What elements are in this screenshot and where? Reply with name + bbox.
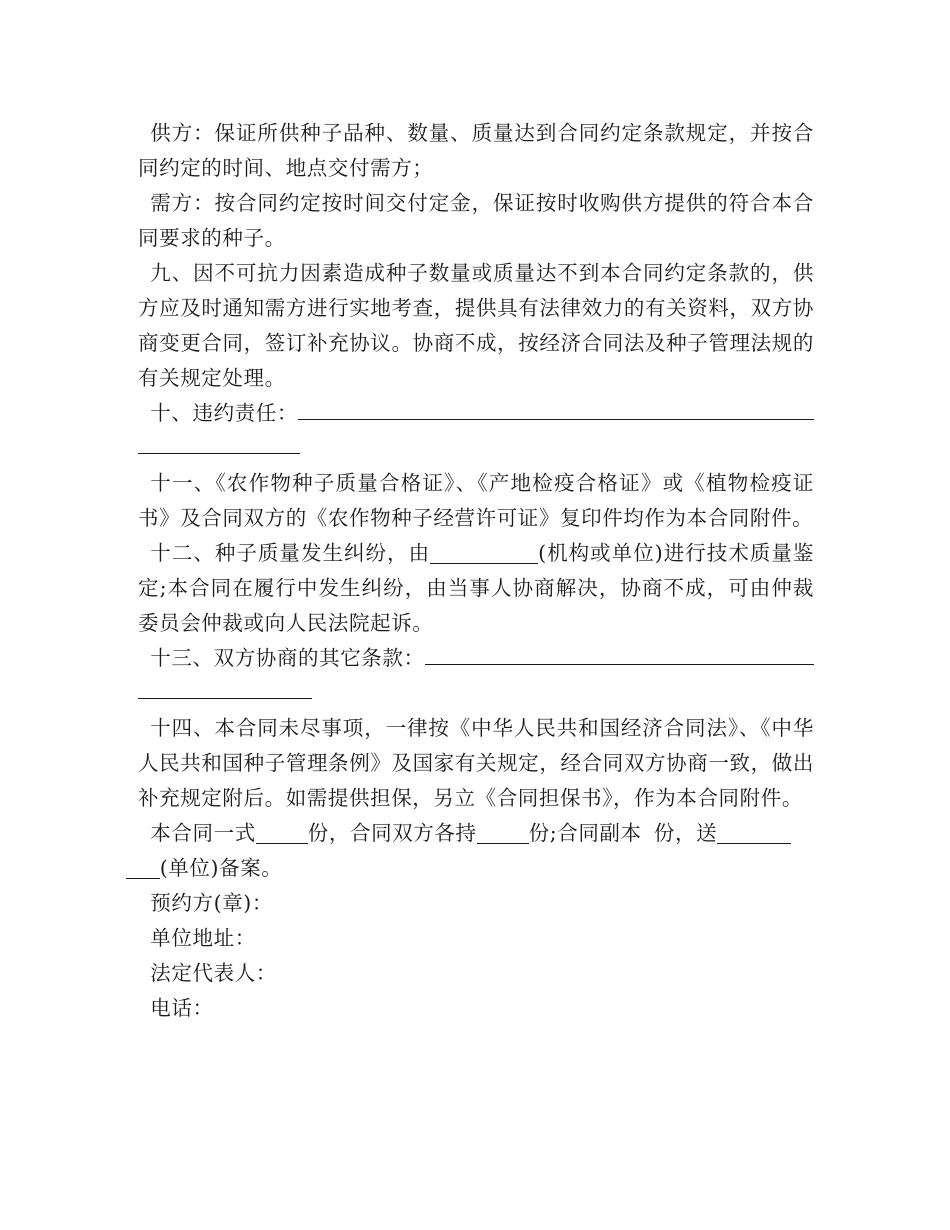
other-terms-blank-continued bbox=[138, 676, 814, 711]
clause-9: 九、因不可抗力因素造成种子数量或质量达不到本合同约定条款的，供方应及时通知需方进行实地考查，提供具有法律效力的有关资料，双方协商变更合同，签订补充协议。协商不成，按经济合同法及种子管理法规的有关规定处理。 bbox=[138, 261, 814, 390]
copies-text-d: 份，送 bbox=[653, 821, 718, 845]
buyer-obligation: 需方：按合同约定按时间交付定金，保证按时收购供方提供的符合本合同要求的种子。 bbox=[138, 191, 814, 250]
copies-text-a: 本合同一式 bbox=[150, 821, 256, 845]
clause-12-text-a: 十二、种子质量发生纠纷，由 bbox=[150, 541, 431, 565]
signature-address: 单位地址： bbox=[150, 926, 256, 950]
clause-13-label: 十三、双方协商的其它条款： bbox=[150, 646, 425, 670]
total-copies-blank bbox=[256, 822, 308, 845]
clause-11: 十一、《农作物种子质量合格证》、《产地检疫合格证》或《植物检疫证书》及合同双方的《农作物种子经营许可证》复印件均作为本合同附件。 bbox=[138, 471, 814, 530]
copies-text-b: 份，合同双方各持 bbox=[307, 821, 477, 845]
supplier-obligation: 供方：保证所供种子品种、数量、质量达到合同约定条款规定，并按合同约定的时间、地点交付需方； bbox=[138, 121, 814, 180]
clause-10-label: 十、违约责任： bbox=[150, 401, 298, 425]
breach-liability-blank-continued bbox=[138, 431, 814, 466]
signature-phone: 电话： bbox=[150, 996, 214, 1020]
signature-legal-rep: 法定代表人： bbox=[150, 961, 277, 985]
appraisal-agency-blank bbox=[430, 542, 538, 565]
clause-10 bbox=[138, 396, 814, 431]
signature-party: 预约方(章)： bbox=[150, 891, 273, 915]
clause-13 bbox=[138, 641, 814, 676]
other-terms-blank bbox=[425, 642, 814, 665]
filing-unit-blank-continued bbox=[126, 857, 160, 880]
contract-body bbox=[138, 116, 814, 1026]
copies-text-c: 份;合同副本 bbox=[528, 821, 642, 845]
copies-text-e: (单位)备案。 bbox=[159, 856, 283, 880]
copies-clause bbox=[138, 816, 814, 886]
clause-12-text-b: (机构或单位)进行技术质量鉴定;本合同在履行中发生纠纷，由当事人协商解决，协商不成，可由仲裁委员会仲裁或向人民法院起诉。 bbox=[138, 541, 814, 635]
clause-12 bbox=[138, 536, 814, 641]
filing-unit-blank bbox=[717, 822, 791, 845]
each-party-copies-blank bbox=[477, 822, 529, 845]
breach-liability-blank bbox=[298, 397, 814, 420]
clause-14: 十四、本合同未尽事项，一律按《中华人民共和国经济合同法》、《中华人民共和国种子管理条例》及国家有关规定，经合同双方协商一致，做出补充规定附后。如需提供担保，另立《合同担保书》，作为本合同附件。 bbox=[138, 716, 814, 810]
